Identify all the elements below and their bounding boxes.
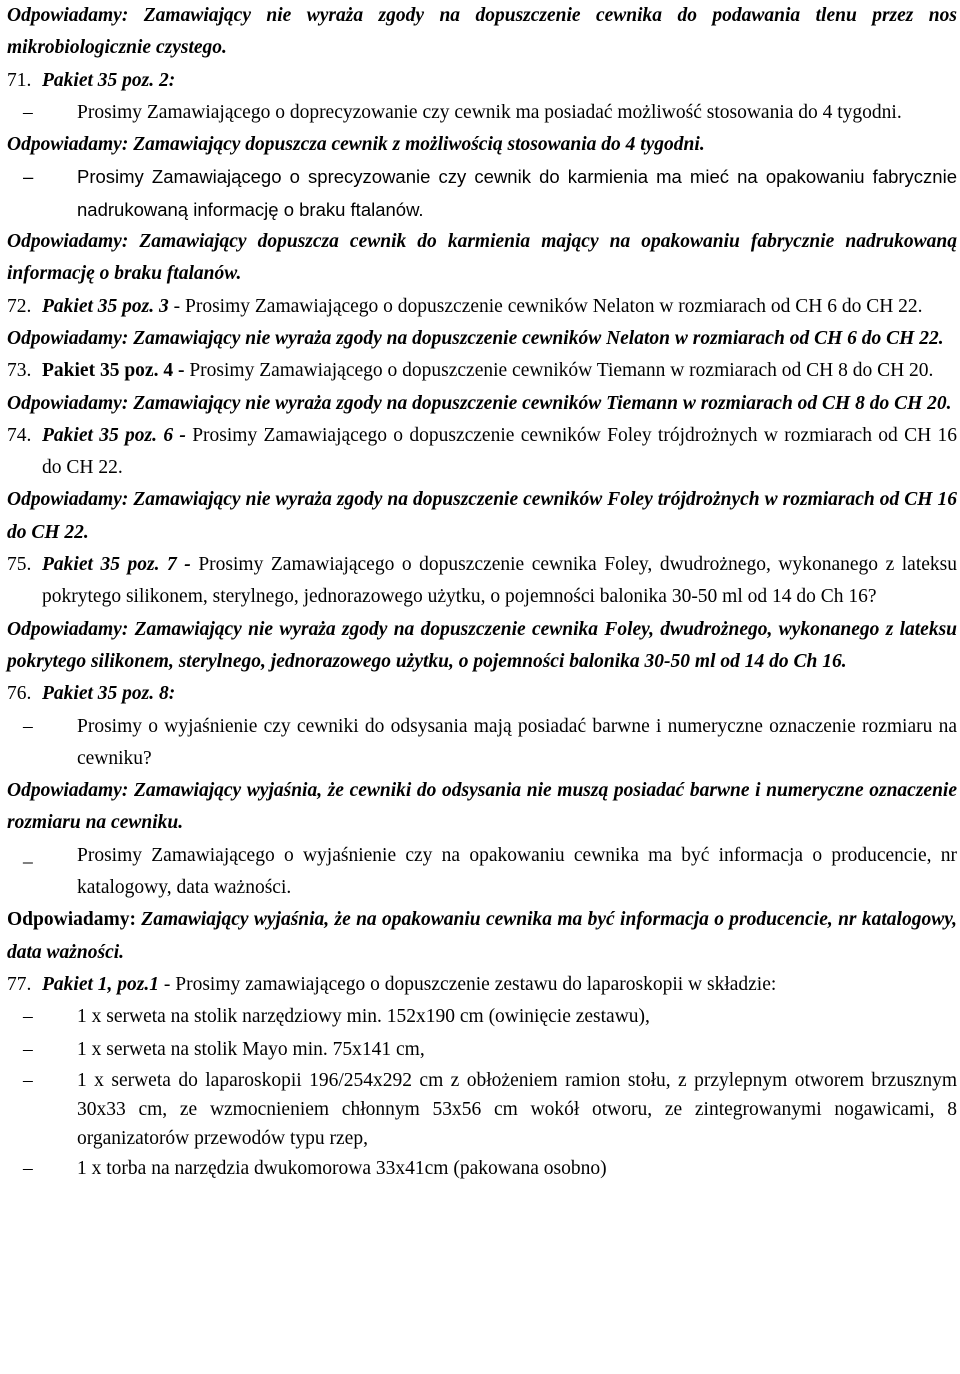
dash-bullet: – (23, 1157, 33, 1179)
question-item: _ Prosimy Zamawiającego o wyjaśnienie czy na opakowaniu cewnika ma być informacja o producencie, nr katalogowy, data ważności. (7, 840, 957, 905)
list-item: – 1 x serweta na stolik Mayo min. 75x141 cm, (7, 1034, 957, 1066)
question-number: 73. (7, 360, 32, 382)
question-76: 76. Pakiet 35 poz. 8: (7, 678, 957, 710)
list-item: – 1 x serweta na stolik narzędziowy min. 152x190 cm (owinięcie zestawu), (7, 1001, 957, 1033)
answer-paragraph: Odpowiadamy: Zamawiający nie wyraża zgody na dopuszczenie cewnika Foley, dwudrożnego, wykonanego z lateksu pokrytego silikonem, sterylnego, jednorazowego użytku, o pojemności balonika 30-50 ml od 14 do Ch 16. (7, 618, 957, 672)
dash-bullet: – (23, 101, 33, 123)
list-item: – 1 x serweta do laparoskopii 196/254x292 cm z obłożeniem ramion stołu, z przylepnym otworem brzusznym 30x33 cm, ze wzmocnieniem chłonnym 53x56 cm wokół otworu, ze zintegrowanymi nogawicami, 8 organizatorów przewodów typu rzep, (7, 1066, 957, 1153)
dash-bullet: – (23, 1069, 33, 1091)
question-number: 77. (7, 973, 32, 995)
question-75: 75. Pakiet 35 poz. 7 - Prosimy Zamawiającego o dopuszczenie cewnika Foley, dwudrożnego, wykonanego z lateksu pokrytego silikonem, sterylnego, jednorazowego użytku, o pojemności balonika 30-50 ml od 14 do Ch 16? (7, 549, 957, 614)
question-item: – Prosimy Zamawiającego o sprecyzowanie czy cewnik do karmienia ma mieć na opakowaniu fabrycznie nadrukowaną informację o braku ftalanów. (7, 161, 957, 226)
question-73: 73. Pakiet 35 poz. 4 - Prosimy Zamawiającego o dopuszczenie cewników Tiemann w rozmiarach od CH 8 do CH 20. (7, 355, 957, 387)
question-number: 75. (7, 554, 32, 576)
list-item: – 1 x torba na narzędzia dwukomorowa 33x41cm (pakowana osobno) (7, 1153, 957, 1185)
answer-paragraph: Odpowiadamy: Zamawiający dopuszcza cewnik z możliwością stosowania do 4 tygodni. (7, 134, 705, 156)
question-72: 72. Pakiet 35 poz. 3 - Prosimy Zamawiającego o dopuszczenie cewników Nelaton w rozmiarach od CH 6 do CH 22. (7, 291, 957, 323)
document-page (7, 0, 957, 1185)
answer-paragraph: Odpowiadamy: Zamawiający dopuszcza cewnik do karmienia mający na opakowaniu fabrycznie nadrukowaną informację o braku ftalanów. (7, 231, 957, 285)
question-number: 76. (7, 683, 32, 705)
dash-bullet: – (23, 715, 33, 737)
dash-bullet: _ (23, 844, 33, 866)
answer-paragraph: Odpowiadamy: Zamawiający nie wyraża zgody na dopuszczenie cewników Tiemann w rozmiarach od CH 8 do CH 20. (7, 392, 952, 414)
answer-paragraph: Odpowiadamy: Zamawiający nie wyraża zgody na dopuszczenie cewników Foley trójdrożnych w rozmiarach od CH 16 do CH 22. (7, 489, 957, 543)
question-number: 72. (7, 295, 32, 317)
question-74: 74. Pakiet 35 poz. 6 - Prosimy Zamawiającego o dopuszczenie cewników Foley trójdrożnych w rozmiarach od CH 16 do CH 22. (7, 420, 957, 485)
answer-paragraph: Odpowiadamy: Zamawiający wyjaśnia, że na opakowaniu cewnika ma być informacja o producencie, nr katalogowy, data ważności. (7, 909, 958, 963)
question-number: 71. (7, 69, 32, 91)
dash-bullet: – (23, 166, 34, 188)
question-number: 74. (7, 424, 32, 446)
answer-paragraph: Odpowiadamy: Zamawiający nie wyraża zgody na dopuszczenie cewnika do podawania tlenu przez nos mikrobiologicznie czystego. (7, 5, 957, 59)
answer-paragraph: Odpowiadamy: Zamawiający wyjaśnia, że cewniki do odsysania nie muszą posiadać barwne i numeryczne oznaczenie rozmiaru na cewniku. (7, 780, 957, 834)
answer-paragraph: Odpowiadamy: Zamawiający nie wyraża zgody na dopuszczenie cewników Nelaton w rozmiarach od CH 6 do CH 22. (7, 327, 944, 349)
question-item: – Prosimy o wyjaśnienie czy cewniki do odsysania mają posiadać barwne i numeryczne oznaczenie rozmiaru na cewniku? (7, 711, 957, 776)
question-item: – Prosimy Zamawiającego o doprecyzowanie czy cewnik ma posiadać możliwość stosowania do 4 tygodni. (7, 97, 957, 129)
question-71: 71. Pakiet 35 poz. 2: (7, 65, 957, 97)
dash-bullet: – (23, 1006, 33, 1028)
question-77: 77. Pakiet 1, poz.1 - Prosimy zamawiającego o dopuszczenie zestawu do laparoskopii w składzie: (7, 969, 957, 1001)
dash-bullet: – (23, 1038, 33, 1060)
